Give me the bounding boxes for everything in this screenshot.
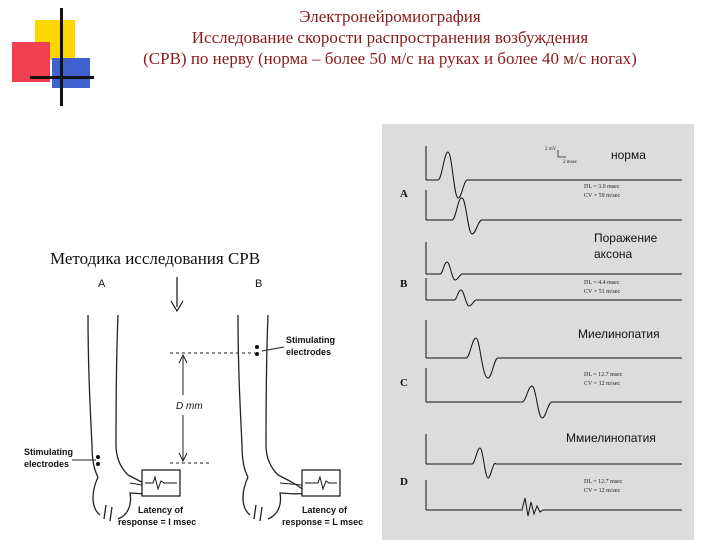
electrode-a-1 [96, 455, 100, 459]
electrode-a-2 [96, 462, 100, 466]
panel-b-label: B [255, 278, 263, 290]
arm-b-outline [238, 315, 278, 477]
electrode-b-1 [255, 345, 259, 349]
stim-label-a: Stimulating electrodes [24, 447, 73, 469]
slide-title [60, 6, 720, 69]
latency-label-b: Latency of response = L msec [282, 505, 364, 527]
electrode-b-2 [255, 352, 259, 356]
row-c-dl: DL = 12.7 msec [584, 372, 623, 378]
latency-label-a: Latency of response = l msec [118, 505, 197, 527]
row-d-cv: CV = 12 m/sec [584, 488, 621, 494]
row-letter-c: C [400, 377, 408, 389]
annotation-axon-line-1: Поражение [594, 231, 658, 245]
row-letter-a: A [400, 188, 408, 200]
row-b-cv: CV = 51 m/sec [584, 289, 621, 295]
scale-msec: 2 msec [563, 160, 578, 165]
deco-line-horizontal [30, 76, 94, 79]
annotation-norm: норма [611, 148, 646, 162]
trace-b-1 [426, 242, 682, 280]
trace-b-2 [426, 278, 682, 306]
row-d-dl: DL = 12.7 msec [584, 479, 623, 485]
hand-b-outline [243, 475, 306, 521]
annotation-myelinopathy: Миелинопатия [578, 327, 660, 341]
scale-bar [558, 150, 566, 157]
annotation-myelinopathy-2: Ммиелинопатия [566, 431, 656, 445]
method-figure [20, 275, 370, 540]
trace-c-2 [426, 368, 682, 418]
method-title: Методика исследования СРВ [50, 249, 261, 268]
panel-a-label: A [98, 278, 106, 290]
scale-mv: 2 mV [545, 147, 557, 152]
stim-label-b: Stimulating electrodes [286, 335, 335, 357]
title-line-2: Исследование скорости распространения возбуждения [191, 28, 589, 47]
row-a-dl: DL = 3.0 msec [584, 184, 620, 190]
row-letter-d: D [400, 476, 408, 488]
distance-label: D mm [176, 401, 203, 412]
row-c-cv: CV = 12 m/sec [584, 381, 621, 387]
title-line-1: Электронейромиография [299, 7, 481, 26]
trace-a-2 [426, 190, 682, 234]
trace-d-2 [426, 480, 682, 516]
annotation-axon-line-2: аксона [594, 247, 633, 261]
arm-a-outline [88, 315, 128, 477]
row-letter-b: B [400, 278, 408, 290]
row-b-dl: DL = 4.4 msec [584, 280, 620, 286]
stimulus-arrow [171, 277, 183, 311]
row-a-cv: CV = 59 m/sec [584, 193, 621, 199]
title-line-3: (СРВ) по нерву (норма – более 50 м/с на руках и более 40 м/с ногах) [143, 49, 637, 68]
traces-panel [382, 124, 694, 540]
